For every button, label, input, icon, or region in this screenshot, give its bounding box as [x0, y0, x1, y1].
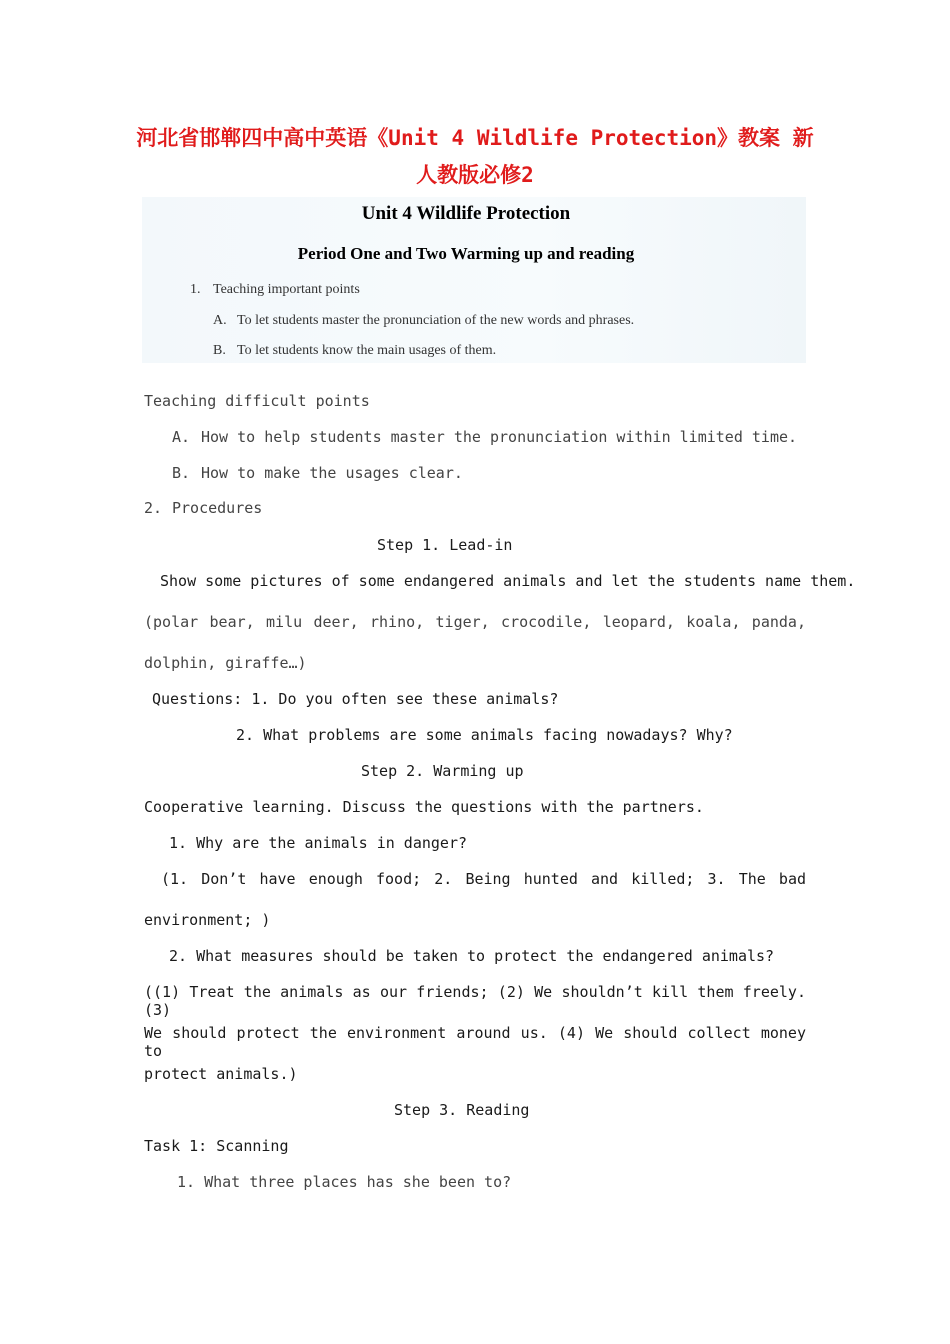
item-b-text: To let students know the main usages of them.: [237, 343, 497, 358]
item-b-letter: B.: [213, 343, 226, 358]
cooperative-learning-text: Cooperative learning. Discuss the questions with the partners.: [144, 798, 704, 816]
why-answer-line1: (1. Don’t have enough food; 2. Being hunted and killed; 3. The bad: [161, 870, 806, 888]
difficult-b-text: How to make the usages clear.: [201, 464, 463, 482]
step-2-heading: Step 2. Warming up: [361, 762, 524, 780]
step-1-heading: Step 1. Lead-in: [377, 536, 513, 554]
item-a-text: To let students master the pronunciation of the new words and phrases.: [237, 313, 635, 328]
item-a-letter: A.: [213, 313, 227, 328]
unit-title: Unit 4 Wildlife Protection: [361, 203, 571, 224]
difficult-b-letter: B.: [172, 464, 191, 482]
measures-question: 2. What measures should be taken to protect the endangered animals?: [169, 947, 775, 965]
animals-list-line2: dolphin, giraffe…): [144, 654, 307, 672]
period-title: Period One and Two Warming up and reading: [297, 244, 635, 263]
question-2: 2. What problems are some animals facing nowadays? Why?: [236, 726, 733, 744]
difficult-points-heading: Teaching difficult points: [144, 392, 370, 410]
task-1-question-1: 1. What three places has she been to?: [177, 1173, 512, 1191]
procedures-number: 2.: [144, 499, 163, 517]
item-1-number: 1.: [190, 282, 201, 297]
step-1-text: Show some pictures of some endangered animals and let the students name them.: [160, 572, 856, 590]
task-1-heading: Task 1: Scanning: [144, 1137, 289, 1155]
why-question: 1. Why are the animals in danger?: [169, 834, 468, 852]
question-1: Questions: 1. Do you often see these animals?: [152, 690, 559, 708]
measures-answer-line2: We should protect the environment around us. (4) We should collect money to: [144, 1024, 806, 1060]
why-answer-line2: environment; ): [144, 911, 271, 929]
measures-answer-line3: protect animals.): [144, 1065, 298, 1083]
measures-answer-line1: ((1) Treat the animals as our friends; (2) We shouldn’t kill them freely. (3): [144, 983, 806, 1019]
procedures-heading: Procedures: [172, 499, 263, 517]
animals-list-line1: (polar bear, milu deer, rhino, tiger, crocodile, leopard, koala, panda,: [144, 613, 806, 631]
item-1-text: Teaching important points: [213, 282, 360, 297]
difficult-a-letter: A.: [172, 428, 191, 446]
difficult-a-text: How to help students master the pronunciation within limited time.: [201, 428, 798, 446]
document-title-line1: 河北省邯郸四中高中英语《Unit 4 Wildlife Protection》教案 新: [136, 126, 814, 150]
step-3-heading: Step 3. Reading: [394, 1101, 530, 1119]
document-title-line2: 人教版必修2: [416, 163, 534, 187]
